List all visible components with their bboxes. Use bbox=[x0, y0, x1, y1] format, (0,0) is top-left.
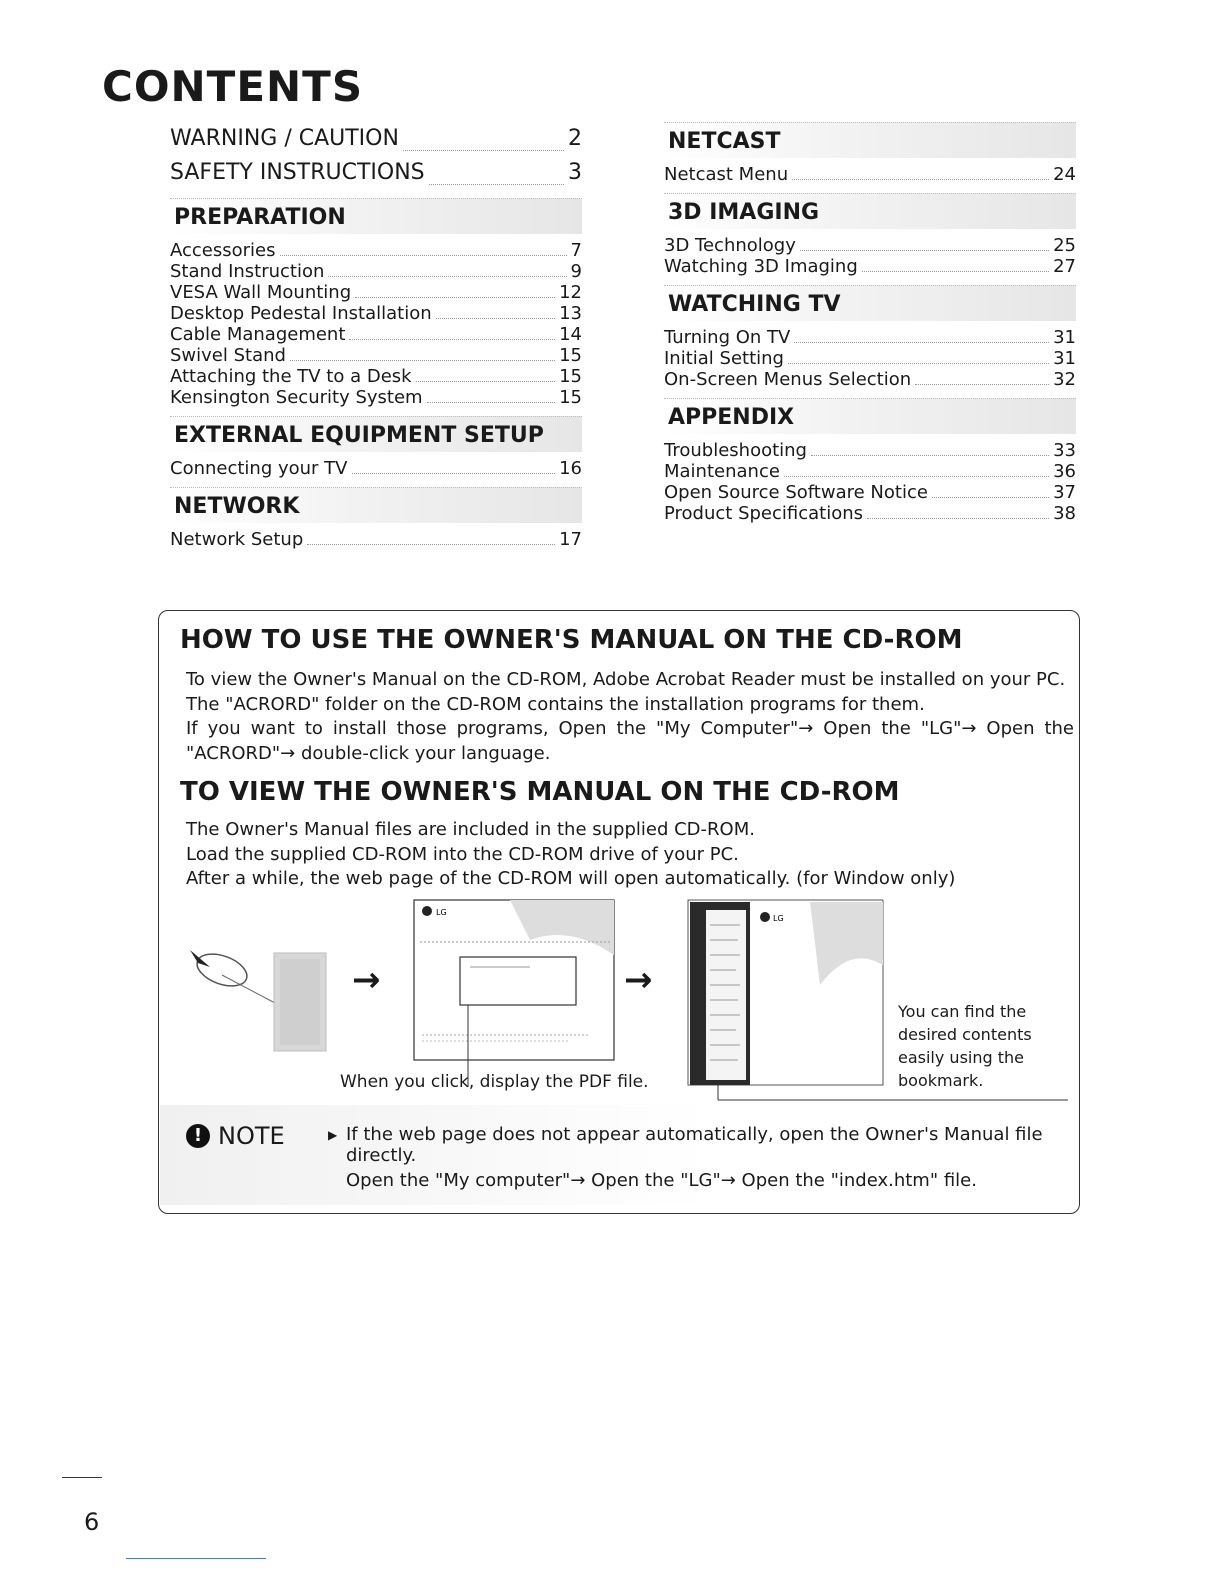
toc-page-number: 15 bbox=[559, 387, 582, 408]
toview-heading: TO VIEW THE OWNER'S MANUAL ON THE CD-ROM bbox=[180, 777, 900, 807]
note-label bbox=[186, 1122, 285, 1150]
toc-leader-dots bbox=[280, 254, 567, 256]
toc-entry-label: Kensington Security System bbox=[170, 387, 423, 408]
toc-page-number: 14 bbox=[559, 324, 582, 345]
toc-entry bbox=[664, 256, 1076, 277]
toc-entry bbox=[170, 282, 582, 303]
toc-entry bbox=[664, 369, 1076, 390]
note-title: NOTE bbox=[218, 1122, 285, 1150]
toc-page-number: 33 bbox=[1053, 440, 1076, 461]
toc-entry bbox=[170, 387, 582, 408]
toc-leader-dots bbox=[290, 359, 555, 361]
toc-page-number: 12 bbox=[559, 282, 582, 303]
toc-leader-dots bbox=[784, 475, 1049, 477]
toc-section-heading: NETWORK bbox=[170, 487, 582, 523]
toc-page-number: 9 bbox=[570, 261, 582, 282]
howto-line: The "ACRORD" folder on the CD-ROM contains the installation programs for them. bbox=[186, 693, 925, 715]
toc-page-number: 17 bbox=[559, 529, 582, 550]
toc-section bbox=[664, 398, 1076, 524]
bookmark-note-line: easily using the bbox=[898, 1048, 1024, 1067]
arrow-icon: → bbox=[624, 960, 653, 1000]
page-title: CONTENTS bbox=[102, 62, 364, 111]
toc-entry-label: Swivel Stand bbox=[170, 345, 286, 366]
toc-entry-label: Network Setup bbox=[170, 529, 304, 550]
toc-entry bbox=[170, 261, 582, 282]
toc-section bbox=[664, 285, 1076, 390]
arrow-icon: → bbox=[352, 960, 381, 1000]
note-line: Open the "My computer"→ Open the "LG"→ Open the "index.htm" file. bbox=[346, 1170, 977, 1191]
toc-leader-dots bbox=[794, 341, 1049, 343]
toc-page-number: 15 bbox=[559, 345, 582, 366]
toc-entry-label: Initial Setting bbox=[664, 348, 784, 369]
bookmark-note-line: You can find the bbox=[898, 1002, 1027, 1021]
toc-leader-dots bbox=[355, 296, 555, 298]
toc-entry-label: Watching 3D Imaging bbox=[664, 256, 858, 277]
toc-section bbox=[170, 416, 582, 479]
toc-entry-label: Cable Management bbox=[170, 324, 346, 345]
note-line: If the web page does not appear automatically, open the Owner's Manual file bbox=[346, 1124, 1043, 1145]
toc-entry-label: Connecting your TV bbox=[170, 458, 348, 479]
lg-logo-text: LG bbox=[436, 908, 447, 917]
cd-drive-graphic bbox=[190, 948, 326, 1051]
toc-section bbox=[664, 122, 1076, 185]
toc-entry-label: Netcast Menu bbox=[664, 164, 789, 185]
toc-leader-dots bbox=[416, 380, 556, 382]
toc-entry bbox=[170, 240, 582, 261]
toc-section bbox=[664, 193, 1076, 277]
toc-leader-dots bbox=[792, 178, 1049, 180]
toc-entry bbox=[664, 235, 1076, 256]
toc-page-number: 13 bbox=[559, 303, 582, 324]
toc-entry-label: VESA Wall Mounting bbox=[170, 282, 352, 303]
toc-entry bbox=[664, 461, 1076, 482]
toc-entry bbox=[664, 503, 1076, 524]
toc-page-number: 24 bbox=[1053, 164, 1076, 185]
toc-entry-label: WARNING / CAUTION bbox=[170, 126, 399, 151]
toc-entry-label: Accessories bbox=[170, 240, 276, 261]
toc-leader-dots bbox=[307, 543, 555, 545]
toc-entry bbox=[170, 529, 582, 550]
toc-entry-label: SAFETY INSTRUCTIONS bbox=[170, 160, 425, 185]
toc-section bbox=[170, 198, 582, 408]
toc-leader-dots bbox=[436, 317, 555, 319]
toc-page-number: 32 bbox=[1053, 369, 1076, 390]
toc-leader-dots bbox=[349, 338, 555, 340]
toc-entry bbox=[170, 366, 582, 387]
toc-page-number: 38 bbox=[1053, 503, 1076, 524]
bookmark-note-line: bookmark. bbox=[898, 1071, 984, 1090]
toc-page-number: 2 bbox=[568, 126, 582, 151]
toc-entry bbox=[664, 348, 1076, 369]
toc-page-number: 31 bbox=[1053, 348, 1076, 369]
pdf-launcher-screenshot bbox=[414, 900, 614, 1087]
bookmark-note bbox=[898, 1000, 1032, 1092]
toc-entry bbox=[170, 122, 582, 156]
toc-page-number: 37 bbox=[1053, 482, 1076, 503]
toc-page-number: 15 bbox=[559, 366, 582, 387]
toc-entry-label: Stand Instruction bbox=[170, 261, 325, 282]
toview-line: After a while, the web page of the CD-ROM will open automatically. (for Window only) bbox=[186, 868, 956, 889]
toc-entry bbox=[664, 482, 1076, 503]
toc-section-heading: APPENDIX bbox=[664, 398, 1076, 434]
toc-entry-label: Product Specifications bbox=[664, 503, 864, 524]
toview-line: Load the supplied CD-ROM into the CD-ROM drive of your PC. bbox=[186, 843, 739, 865]
toc-entry bbox=[170, 324, 582, 345]
toview-text bbox=[186, 818, 1046, 892]
toc-page-number: 31 bbox=[1053, 327, 1076, 348]
toc-entry-label: Troubleshooting bbox=[664, 440, 807, 461]
toc-entry bbox=[170, 156, 582, 190]
illustration-caption: When you click, display the PDF file. bbox=[340, 1072, 649, 1092]
bookmark-note-line: desired contents bbox=[898, 1025, 1032, 1044]
toc-leader-dots bbox=[915, 383, 1049, 385]
howto-line: If you want to install those programs, Open the "My Computer"→ Open the "LG"→ Open the bbox=[186, 718, 1074, 739]
toc-entry bbox=[664, 440, 1076, 461]
toc-right-column bbox=[664, 118, 1076, 532]
toc-leader-dots bbox=[403, 149, 564, 151]
toc-page-number: 7 bbox=[570, 240, 582, 261]
footer-rule bbox=[126, 1558, 266, 1559]
toc-leader-dots bbox=[788, 362, 1049, 364]
toc-entry-label: Open Source Software Notice bbox=[664, 482, 928, 503]
toc-section-heading: NETCAST bbox=[664, 122, 1076, 158]
toc-entry-label: Attaching the TV to a Desk bbox=[170, 366, 412, 387]
howto-heading: HOW TO USE THE OWNER'S MANUAL ON THE CD-ROM bbox=[180, 625, 963, 655]
toc-leader-dots bbox=[352, 472, 556, 474]
toc-entry bbox=[664, 164, 1076, 185]
toc-entry bbox=[170, 345, 582, 366]
toc-page-number: 36 bbox=[1053, 461, 1076, 482]
toc-leader-dots bbox=[427, 401, 556, 403]
toc-left-column bbox=[170, 122, 582, 558]
toc-entry-label: Maintenance bbox=[664, 461, 780, 482]
toc-section-heading: PREPARATION bbox=[170, 198, 582, 234]
toc-page-number: 3 bbox=[568, 160, 582, 185]
toc-entry-label: Desktop Pedestal Installation bbox=[170, 303, 432, 324]
howto-text bbox=[186, 668, 1074, 766]
toc-entry-label: 3D Technology bbox=[664, 235, 796, 256]
toc-leader-dots bbox=[932, 496, 1049, 498]
toview-line: The Owner's Manual files are included in the supplied CD-ROM. bbox=[186, 819, 755, 840]
toc-leader-dots bbox=[328, 275, 566, 277]
toc-leader-dots bbox=[862, 270, 1049, 272]
toc-leader-dots bbox=[429, 183, 564, 185]
exclamation-icon: ! bbox=[186, 1124, 210, 1148]
toc-leader-dots bbox=[867, 517, 1049, 519]
toc-leader-dots bbox=[800, 249, 1049, 251]
page-number-rule bbox=[62, 1477, 102, 1478]
toc-section bbox=[170, 487, 582, 550]
toc-entry bbox=[664, 327, 1076, 348]
toc-leader-dots bbox=[811, 454, 1049, 456]
lg-logo-text: LG bbox=[773, 914, 784, 923]
toc-entry-label: Turning On TV bbox=[664, 327, 791, 348]
page-number: 6 bbox=[84, 1508, 100, 1536]
note-text bbox=[346, 1124, 1043, 1191]
toc-page-number: 16 bbox=[559, 458, 582, 479]
note-line: directly. bbox=[346, 1145, 417, 1166]
toc-section-heading: 3D IMAGING bbox=[664, 193, 1076, 229]
toc-entry bbox=[170, 303, 582, 324]
howto-line: "ACRORD"→ double-click your language. bbox=[186, 742, 551, 764]
toc-section-heading: WATCHING TV bbox=[664, 285, 1076, 321]
toc-entry bbox=[170, 458, 582, 479]
toc-entry-label: On-Screen Menus Selection bbox=[664, 369, 912, 390]
toc-page-number: 25 bbox=[1053, 235, 1076, 256]
toc-page-number: 27 bbox=[1053, 256, 1076, 277]
triangle-bullet-icon: ▶ bbox=[328, 1128, 338, 1142]
howto-line: To view the Owner's Manual on the CD-ROM, Adobe Acrobat Reader must be installed on your PC. bbox=[186, 669, 1066, 690]
toc-section-heading: EXTERNAL EQUIPMENT SETUP bbox=[170, 416, 582, 452]
